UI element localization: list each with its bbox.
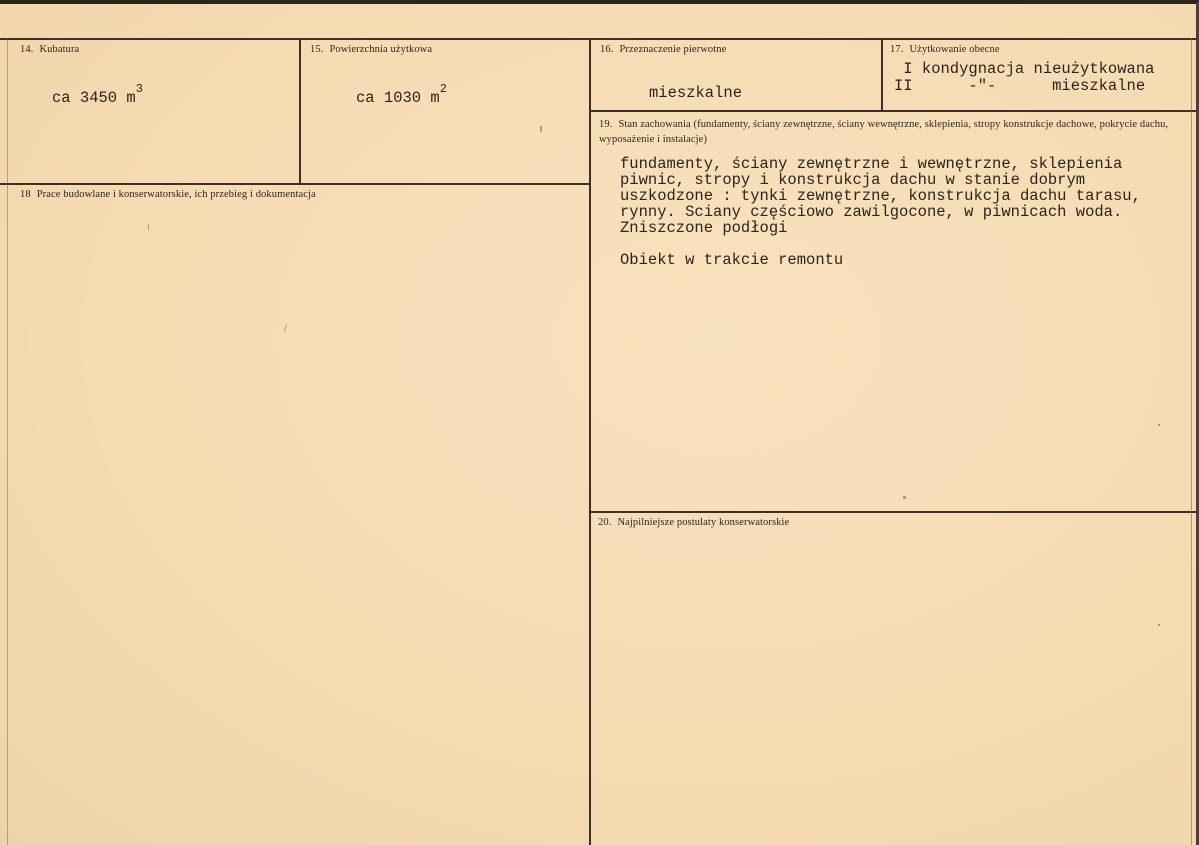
field-prace-budowlane-label bbox=[20, 189, 316, 200]
field-label-text: Prace budowlane i konserwatorskie, ich przebieg i dokumentacja bbox=[36, 189, 316, 200]
uzytkowanie-line-1: I kondygnacja nieużytkowana bbox=[894, 60, 1155, 78]
field-postulaty bbox=[591, 513, 1196, 845]
stan-line-3: uszkodzone : tynki zewnętrzne, konstrukcja dachu tarasu, bbox=[620, 187, 1141, 205]
stan-note: Obiekt w trakcie remontu bbox=[620, 251, 844, 269]
przeznaczenie-value: mieszkalne bbox=[649, 84, 743, 102]
powierzchnia-value-text: ca 1030 m bbox=[356, 89, 440, 108]
field-postulaty-label bbox=[598, 517, 789, 528]
stan-line-4: rynny. Sciany częściowo zawilgocone, w piwnicach woda. bbox=[620, 203, 1123, 221]
field-kubatura bbox=[0, 40, 299, 183]
field-powierzchnia bbox=[301, 40, 589, 183]
field-label-text: Najpilniejsze postulaty konserwatorskie bbox=[617, 517, 790, 528]
field-number: 15. bbox=[310, 44, 324, 55]
field-uzytkowanie bbox=[883, 40, 1196, 110]
kubatura-unit-exponent: 3 bbox=[135, 82, 143, 96]
field-stan-zachowania-label bbox=[599, 117, 1169, 147]
field-number: 20. bbox=[598, 517, 612, 528]
powierzchnia-value bbox=[356, 82, 447, 108]
field-kubatura-label bbox=[20, 44, 79, 55]
stan-line-1: fundamenty, ściany zewnętrzne i wewnętrzne, sklepienia bbox=[620, 155, 1123, 173]
stan-line-2: piwnic, stropy i konstrukcja dachu w stanie dobrym bbox=[620, 171, 1086, 189]
kubatura-value-text: ca 3450 m bbox=[52, 89, 136, 108]
field-uzytkowanie-label bbox=[890, 44, 1000, 55]
field-label-text: Kubatura bbox=[39, 44, 80, 55]
field-label-text: Przeznaczenie pierwotne bbox=[619, 44, 727, 55]
field-label-text: Stan zachowania (fundamenty, ściany zewnętrzne, ściany wewnętrzne, sklepienia, stropy konstrukcje dachowe, pokrycie dachu, wyposażenie i instalacje) bbox=[599, 119, 1169, 145]
field-number: 14. bbox=[20, 44, 34, 55]
field-przeznaczenie-label bbox=[600, 44, 726, 55]
field-number: 19. bbox=[599, 119, 613, 130]
stan-line-5: Zniszczone podłogi bbox=[620, 219, 788, 237]
field-stan-zachowania bbox=[591, 112, 1196, 511]
field-prace-budowlane bbox=[0, 185, 589, 845]
field-number: 17. bbox=[890, 44, 904, 55]
field-number: 16. bbox=[600, 44, 614, 55]
kubatura-value bbox=[52, 82, 143, 108]
field-powierzchnia-label bbox=[310, 44, 432, 55]
field-przeznaczenie bbox=[591, 40, 881, 110]
field-label-text: Powierzchnia użytkowa bbox=[329, 44, 433, 55]
powierzchnia-unit-exponent: 2 bbox=[439, 82, 447, 96]
uzytkowanie-line-2: II -"- mieszkalne bbox=[894, 77, 1146, 95]
field-label-text: Użytkowanie obecne bbox=[909, 44, 1000, 55]
field-number: 18 bbox=[20, 189, 31, 200]
